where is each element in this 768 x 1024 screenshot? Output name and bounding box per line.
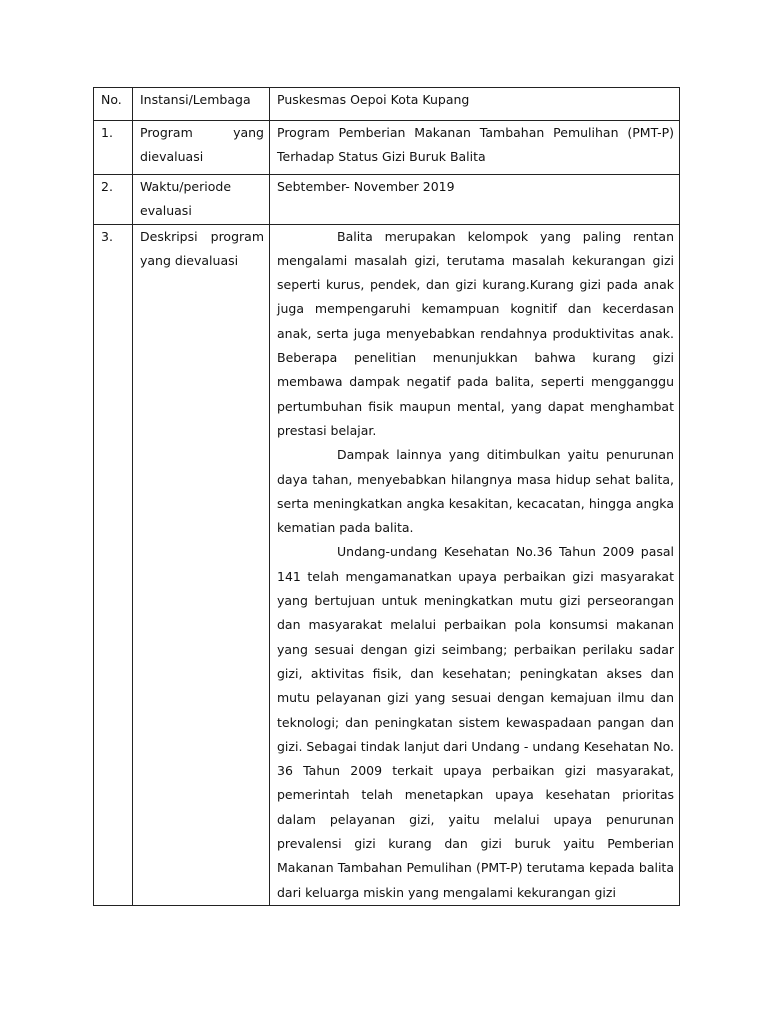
header-no-cell: No. [94,88,133,121]
description-paragraph: Balita merupakan kelompok yang paling rentan mengalami masalah gizi, terutama masalah kekurangan gizi seperti kurus, pendek, dan gizi kurang.Kurang gizi pada anak juga mempengaruhi kemampuan kognitif dan kecerdasan anak, serta juga menyebabkan rendahnya produktivitas anak. Beberapa penelitian menunjukkan bahwa kurang gizi membawa dampak negatif pada balita, seperti mengganggu pertumbuhan fisik maupun mental, yang dapat menghambat prestasi belajar. [277,228,674,438]
description-paragraph: Dampak lainnya yang ditimbulkan yaitu penurunan daya tahan, menyebabkan hilangnya masa hidup sehat balita, serta meningkatkan angka kesakitan, kecacatan, hingga angka kematian pada balita. [277,447,674,536]
program-name-text: Program Pemberian Makanan Tambahan Pemulihan (PMT-P) Terhadap Status Gizi Buruk Balita [277,125,674,165]
row-label-cell [133,121,270,175]
row-number: 1. [94,121,133,175]
row-label-cell [133,224,270,905]
row-label-line: Waktu/periode [140,179,232,194]
table-row [94,175,680,225]
description-paragraph: Undang-undang Kesehatan No.36 Tahun 2009 pasal 141 telah mengamanatkan upaya perbaikan gizi masyarakat yang bertujuan untuk meningkatkan mutu gizi perseorangan dan masyarakat melalui perbaikan pola konsumsi makanan yang sesuai dengan gizi seimbang; perbaikan perilaku sadar gizi, aktivitas fisik, dan kesehatan; peningkatan akses dan mutu pelayanan gizi yang sesuai dengan kemajuan ilmu dan teknologi; dan peningkatan sistem kewaspadaan pangan dan gizi. Sebagai tindak lanjut dari Undang - undang Kesehatan No. 36 Tahun 2009 terkait upaya perbaikan gizi masyarakat, pemerintah telah menetapkan upaya kesehatan prioritas dalam pelayanan gizi, yaitu melalui upaya penurunan prevalensi gizi kurang dan gizi buruk yaitu Pemberian Makanan Tambahan Pemulihan (PMT-P) terutama kepada balita dari keluarga miskin yang mengalami kekurangan gizi [277,544,674,900]
header-institution-value: Puskesmas Oepoi Kota Kupang [270,88,680,121]
row-label-line: Program yang [140,125,264,140]
row-number: 2. [94,175,133,225]
row-label-line: evaluasi [140,203,192,219]
row-label-cell [133,175,270,225]
row-label-line: dievaluasi [140,149,204,165]
row-number: 3. [94,224,133,905]
evaluation-table [93,87,680,906]
row-value: Sebtember- November 2019 [270,175,680,225]
description-cell [270,224,680,905]
table-row [94,121,680,175]
table-header-row [94,88,680,121]
row-value [270,121,680,175]
row-label-line: yang dievaluasi [140,252,239,268]
table-row [94,224,680,905]
header-institution-label: Instansi/Lembaga [133,88,270,121]
row-label-line: Deskripsi program [140,228,264,244]
